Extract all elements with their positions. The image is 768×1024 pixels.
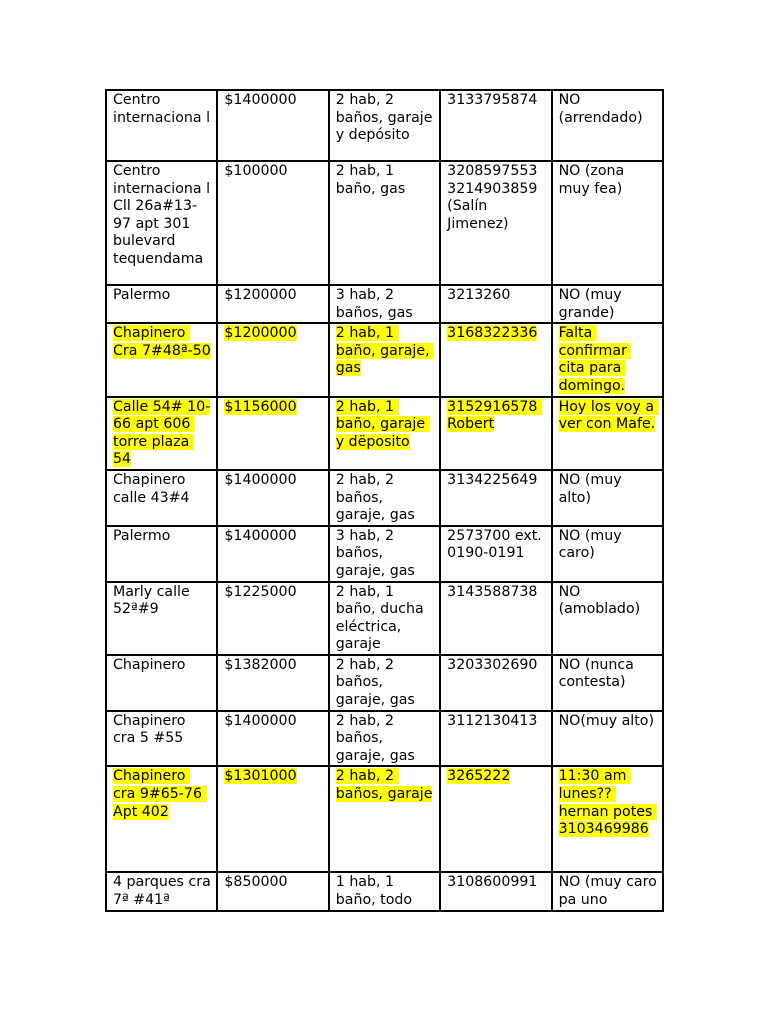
phone-cell: 3208597553 3214903859 (Salín Jimenez) — [440, 161, 551, 285]
price-cell: $1400000 — [217, 526, 328, 582]
phone-cell: 3203302690 — [440, 655, 551, 711]
table-row — [106, 397, 663, 470]
features-cell: 3 hab, 2 baños, garaje, gas — [329, 526, 440, 582]
location-cell: Calle 54# 10-66 apt 606 torre plaza 54 — [106, 397, 217, 470]
status-cell: Hoy los voy a ver con Mafe. — [552, 397, 663, 470]
status-cell: NO (arrendado) — [552, 90, 663, 161]
status-cell: NO (muy alto) — [552, 470, 663, 526]
location-cell: Centro internaciona l Cll 26a#13-97 apt 301 bulevard tequendama — [106, 161, 217, 285]
features-cell: 2 hab, 2 baños, garaje — [329, 766, 440, 872]
phone-cell: 3134225649 — [440, 470, 551, 526]
table-row — [106, 766, 663, 872]
phone-cell: 3108600991 — [440, 872, 551, 910]
price-cell: $1200000 — [217, 323, 328, 396]
table-row — [106, 90, 663, 161]
status-cell: NO (muy grande) — [552, 285, 663, 323]
table-row — [106, 161, 663, 285]
phone-cell: 2573700 ext. 0190-0191 — [440, 526, 551, 582]
price-cell: $1400000 — [217, 90, 328, 161]
price-cell: $1156000 — [217, 397, 328, 470]
features-cell: 2 hab, 2 baños, garaje, gas — [329, 711, 440, 767]
price-cell: $1200000 — [217, 285, 328, 323]
listings-table — [105, 89, 664, 912]
table-row — [106, 285, 663, 323]
table-row — [106, 470, 663, 526]
status-cell: NO (muy caro) — [552, 526, 663, 582]
status-cell: NO(muy alto) — [552, 711, 663, 767]
price-cell: $850000 — [217, 872, 328, 910]
price-cell: $1400000 — [217, 470, 328, 526]
status-cell: NO (zona muy fea) — [552, 161, 663, 285]
features-cell: 2 hab, 1 baño, ducha eléctrica, garaje — [329, 582, 440, 655]
status-cell: Falta confirmar cita para domingo. — [552, 323, 663, 396]
location-cell: 4 parques cra 7ª #41ª — [106, 872, 217, 910]
table-row — [106, 323, 663, 396]
location-cell: Centro internaciona l — [106, 90, 217, 161]
location-cell: Chapinero Cra 7#48ª-50 — [106, 323, 217, 396]
location-cell: Chapinero cra 9#65-76 Apt 402 — [106, 766, 217, 872]
status-cell: 11:30 am lunes?? hernan potes 3103469986 — [552, 766, 663, 872]
phone-cell: 3112130413 — [440, 711, 551, 767]
features-cell: 2 hab, 1 baño, garaje, gas — [329, 323, 440, 396]
price-cell: $100000 — [217, 161, 328, 285]
phone-cell: 3133795874 — [440, 90, 551, 161]
features-cell: 1 hab, 1 baño, todo — [329, 872, 440, 910]
table-row — [106, 526, 663, 582]
location-cell: Chapinero calle 43#4 — [106, 470, 217, 526]
location-cell: Chapinero — [106, 655, 217, 711]
features-cell: 2 hab, 1 baño, garaje y dëposito — [329, 397, 440, 470]
status-cell: NO (nunca contesta) — [552, 655, 663, 711]
phone-cell: 3143588738 — [440, 582, 551, 655]
table-row — [106, 711, 663, 767]
table-row — [106, 582, 663, 655]
table-row — [106, 872, 663, 910]
price-cell: $1301000 — [217, 766, 328, 872]
price-cell: $1382000 — [217, 655, 328, 711]
location-cell: Palermo — [106, 285, 217, 323]
price-cell: $1400000 — [217, 711, 328, 767]
location-cell: Marly calle 52ª#9 — [106, 582, 217, 655]
price-cell: $1225000 — [217, 582, 328, 655]
location-cell: Palermo — [106, 526, 217, 582]
features-cell: 3 hab, 2 baños, gas — [329, 285, 440, 323]
phone-cell: 3265222 — [440, 766, 551, 872]
features-cell: 2 hab, 2 baños, garaje y depósito — [329, 90, 440, 161]
status-cell: NO (amoblado) — [552, 582, 663, 655]
features-cell: 2 hab, 1 baño, gas — [329, 161, 440, 285]
phone-cell: 3213260 — [440, 285, 551, 323]
phone-cell: 3168322336 — [440, 323, 551, 396]
features-cell: 2 hab, 2 baños, garaje, gas — [329, 470, 440, 526]
status-cell: NO (muy caro pa uno — [552, 872, 663, 910]
features-cell: 2 hab, 2 baños, garaje, gas — [329, 655, 440, 711]
location-cell: Chapinero cra 5 #55 — [106, 711, 217, 767]
phone-cell: 3152916578 Robert — [440, 397, 551, 470]
table-row — [106, 655, 663, 711]
